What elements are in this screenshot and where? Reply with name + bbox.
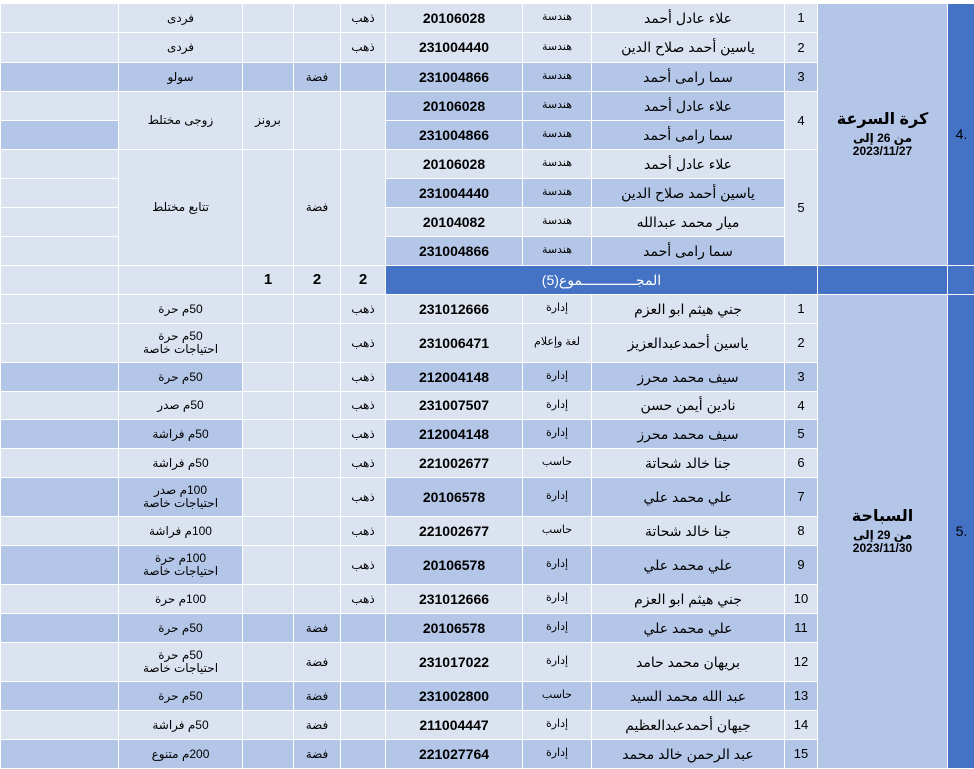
department: هندسة [523,237,592,266]
event [119,324,243,363]
blank-cell [1,682,119,711]
student-id: 20106578 [386,614,523,643]
blank-cell [1,363,119,392]
silver-medal [294,295,341,324]
blank-cell [1,266,119,295]
gold-medal [341,150,386,266]
silver-medal [294,392,341,420]
department: إدارة [523,585,592,614]
section-index [948,4,974,266]
event: 50م حرة [119,295,243,324]
bronze-medal [243,740,294,769]
student-name: جني هيثم ابو العزم [592,585,785,614]
row-number: 9 [785,546,818,585]
event-note: احتياجات خاصة [119,565,242,578]
row-number: 5 [785,420,818,449]
bronze-medal [243,33,294,63]
event: 50م حرة [119,363,243,392]
gold-medal: ذهب [341,478,386,517]
blank-cell [1,92,119,121]
silver-medal [294,324,341,363]
row-number: 6 [785,449,818,478]
event: زوجى مختلط [119,92,243,150]
student-id: 231017022 [386,643,523,682]
department: إدارة [523,392,592,420]
blank-cell [1,546,119,585]
sport-cell [818,4,948,266]
bronze-medal: برونز [243,92,294,150]
event: 200م متنوع [119,740,243,769]
event [119,546,243,585]
event-note: احتياجات خاصة [119,497,242,510]
total-gold: 2 [341,266,386,295]
event: فردى [119,33,243,63]
row-number: 8 [785,517,818,546]
blank-cell [1,4,119,33]
student-name: جيهان أحمدعبدالعظيم [592,711,785,740]
blank-cell [1,63,119,92]
student-name: جني هيثم ابو العزم [592,295,785,324]
bronze-medal [243,324,294,363]
student-name: سما رامى أحمد [592,121,785,150]
blank-cell [1,392,119,420]
bronze-medal [243,4,294,33]
student-id: 221002677 [386,517,523,546]
blank-cell [1,121,119,150]
student-id: 20106028 [386,4,523,33]
student-id: 212004148 [386,363,523,392]
student-name: بريهان محمد حامد [592,643,785,682]
bronze-medal [243,295,294,324]
gold-medal: ذهب [341,363,386,392]
department: لغة وإعلام [523,324,592,363]
silver-medal [294,33,341,63]
table-row [1,4,974,33]
student-name: علي محمد علي [592,614,785,643]
section-index [948,295,974,769]
row-number: 1 [785,295,818,324]
silver-medal [294,4,341,33]
student-name: جنا خالد شحاتة [592,449,785,478]
student-name: عبد الرحمن خالد محمد [592,740,785,769]
bronze-medal [243,63,294,92]
event-name: 50م حرة [119,330,242,343]
row-number: 3 [785,363,818,392]
gold-medal: ذهب [341,33,386,63]
row-number: 1 [785,4,818,33]
silver-medal: فضة [294,150,341,266]
student-id: 231006471 [386,324,523,363]
index-spacer [948,266,974,295]
silver-medal: فضة [294,711,341,740]
blank-cell [1,585,119,614]
silver-medal [294,517,341,546]
student-name: ميار محمد عبدالله [592,208,785,237]
department: هندسة [523,63,592,92]
student-name: ياسين أحمد صلاح الدين [592,33,785,63]
student-name: سما رامى أحمد [592,63,785,92]
row-number: 3 [785,63,818,92]
row-number: 15 [785,740,818,769]
student-name: علي محمد علي [592,478,785,517]
blank-cell [1,711,119,740]
department: هندسة [523,179,592,208]
totals-label: المجـــــــــــــموع(5) [386,266,818,295]
student-id: 231004866 [386,237,523,266]
blank-cell [1,295,119,324]
blank-cell [1,208,119,237]
student-id: 20106578 [386,546,523,585]
bronze-medal [243,643,294,682]
bronze-medal [243,478,294,517]
student-name: عبد الله محمد السيد [592,682,785,711]
student-id: 231004440 [386,179,523,208]
gold-medal: ذهب [341,295,386,324]
event: 50م فراشة [119,449,243,478]
blank-cell [1,740,119,769]
section-index-text: .4 [956,126,968,142]
blank-cell [1,237,119,266]
student-name: ياسين أحمد صلاح الدين [592,179,785,208]
blank-cell [1,33,119,63]
student-name: سما رامى أحمد [592,237,785,266]
blank-cell [1,614,119,643]
event-note: احتياجات خاصة [119,662,242,675]
blank-cell [1,324,119,363]
gold-medal: ذهب [341,420,386,449]
row-number: 10 [785,585,818,614]
gold-medal: ذهب [341,324,386,363]
gold-medal: ذهب [341,546,386,585]
student-name: نادين أيمن حسن [592,392,785,420]
department: حاسب [523,682,592,711]
bronze-medal [243,711,294,740]
student-name: ياسين أحمدعبدالعزيز [592,324,785,363]
student-name: جنا خالد شحاتة [592,517,785,546]
event: 100م فراشة [119,517,243,546]
event-note: احتياجات خاصة [119,343,242,356]
student-id: 221027764 [386,740,523,769]
department: هندسة [523,150,592,179]
table-body [1,4,974,769]
total-silver: 2 [294,266,341,295]
bronze-medal [243,614,294,643]
event: 50م فراشة [119,711,243,740]
sport-name: كرة السرعة [818,112,947,129]
silver-medal: فضة [294,682,341,711]
department: إدارة [523,295,592,324]
department: إدارة [523,546,592,585]
silver-medal [294,420,341,449]
gold-medal [341,614,386,643]
student-name: علاء عادل أحمد [592,4,785,33]
student-id: 231004866 [386,63,523,92]
department: إدارة [523,740,592,769]
totals-spacer [818,266,948,295]
row-number: 12 [785,643,818,682]
department: حاسب [523,517,592,546]
bronze-medal [243,392,294,420]
silver-medal: فضة [294,63,341,92]
gold-medal [341,682,386,711]
student-id: 231004866 [386,121,523,150]
event: تتابع مختلط [119,150,243,266]
row-number: 4 [785,392,818,420]
event-name: 50م حرة [119,649,242,662]
department: إدارة [523,420,592,449]
student-name: سيف محمد محرز [592,363,785,392]
blank-cell [1,150,119,179]
sport-cell [818,295,948,769]
student-name: علاء عادل أحمد [592,92,785,121]
student-id: 231004440 [386,33,523,63]
sport-name: السباحة [818,509,947,526]
row-number: 4 [785,92,818,150]
gold-medal: ذهب [341,585,386,614]
event-name: 100م حرة [119,552,242,565]
silver-medal: فضة [294,643,341,682]
student-id: 20106028 [386,150,523,179]
department: إدارة [523,614,592,643]
row-number: 11 [785,614,818,643]
totals-row [1,266,974,295]
department: إدارة [523,363,592,392]
table-row [1,295,974,324]
department: هندسة [523,121,592,150]
gold-medal [341,711,386,740]
row-number: 7 [785,478,818,517]
gold-medal: ذهب [341,517,386,546]
gold-medal [341,643,386,682]
department: إدارة [523,478,592,517]
bronze-medal [243,150,294,266]
event: 50م حرة [119,682,243,711]
blank-cell [1,643,119,682]
event: 50م حرة [119,614,243,643]
department: هندسة [523,92,592,121]
gold-medal: ذهب [341,449,386,478]
silver-medal [294,363,341,392]
bronze-medal [243,517,294,546]
student-id: 221002677 [386,449,523,478]
event-name: 100م صدر [119,484,242,497]
gold-medal [341,92,386,150]
event: 50م فراشة [119,420,243,449]
bronze-medal [243,682,294,711]
event [119,478,243,517]
bronze-medal [243,585,294,614]
student-id: 231002800 [386,682,523,711]
blank-cell [1,517,119,546]
student-id: 211004447 [386,711,523,740]
bronze-medal [243,420,294,449]
event: فردى [119,4,243,33]
gold-medal [341,740,386,769]
silver-medal [294,92,341,150]
silver-medal [294,585,341,614]
event: 50م صدر [119,392,243,420]
results-table [0,3,974,769]
blank-cell [1,449,119,478]
gold-medal: ذهب [341,392,386,420]
bronze-medal [243,363,294,392]
student-id: 231012666 [386,295,523,324]
student-id: 20106578 [386,478,523,517]
silver-medal [294,546,341,585]
department: حاسب [523,449,592,478]
student-id: 231012666 [386,585,523,614]
total-bronze: 1 [243,266,294,295]
student-id: 20104082 [386,208,523,237]
student-id: 231007507 [386,392,523,420]
silver-medal: فضة [294,740,341,769]
student-name: علاء عادل أحمد [592,150,785,179]
bronze-medal [243,546,294,585]
gold-medal [341,63,386,92]
row-number: 13 [785,682,818,711]
sport-dates: من 26 إلى 2023/11/27 [818,132,947,157]
blank-cell [1,420,119,449]
blank-cell [1,478,119,517]
student-id: 212004148 [386,420,523,449]
silver-medal [294,449,341,478]
department: إدارة [523,643,592,682]
department: هندسة [523,33,592,63]
blank-cell [1,179,119,208]
department: هندسة [523,4,592,33]
row-number: 5 [785,150,818,266]
student-id: 20106028 [386,92,523,121]
row-number: 2 [785,324,818,363]
event: 100م حرة [119,585,243,614]
blank-cell [119,266,243,295]
event [119,643,243,682]
row-number: 2 [785,33,818,63]
bronze-medal [243,449,294,478]
event: سولو [119,63,243,92]
student-name: سيف محمد محرز [592,420,785,449]
section-index-text: .5 [956,523,968,539]
silver-medal: فضة [294,614,341,643]
gold-medal: ذهب [341,4,386,33]
department: إدارة [523,711,592,740]
row-number: 14 [785,711,818,740]
sport-dates: من 29 إلى 2023/11/30 [818,529,947,554]
department: هندسة [523,208,592,237]
silver-medal [294,478,341,517]
student-name: علي محمد علي [592,546,785,585]
